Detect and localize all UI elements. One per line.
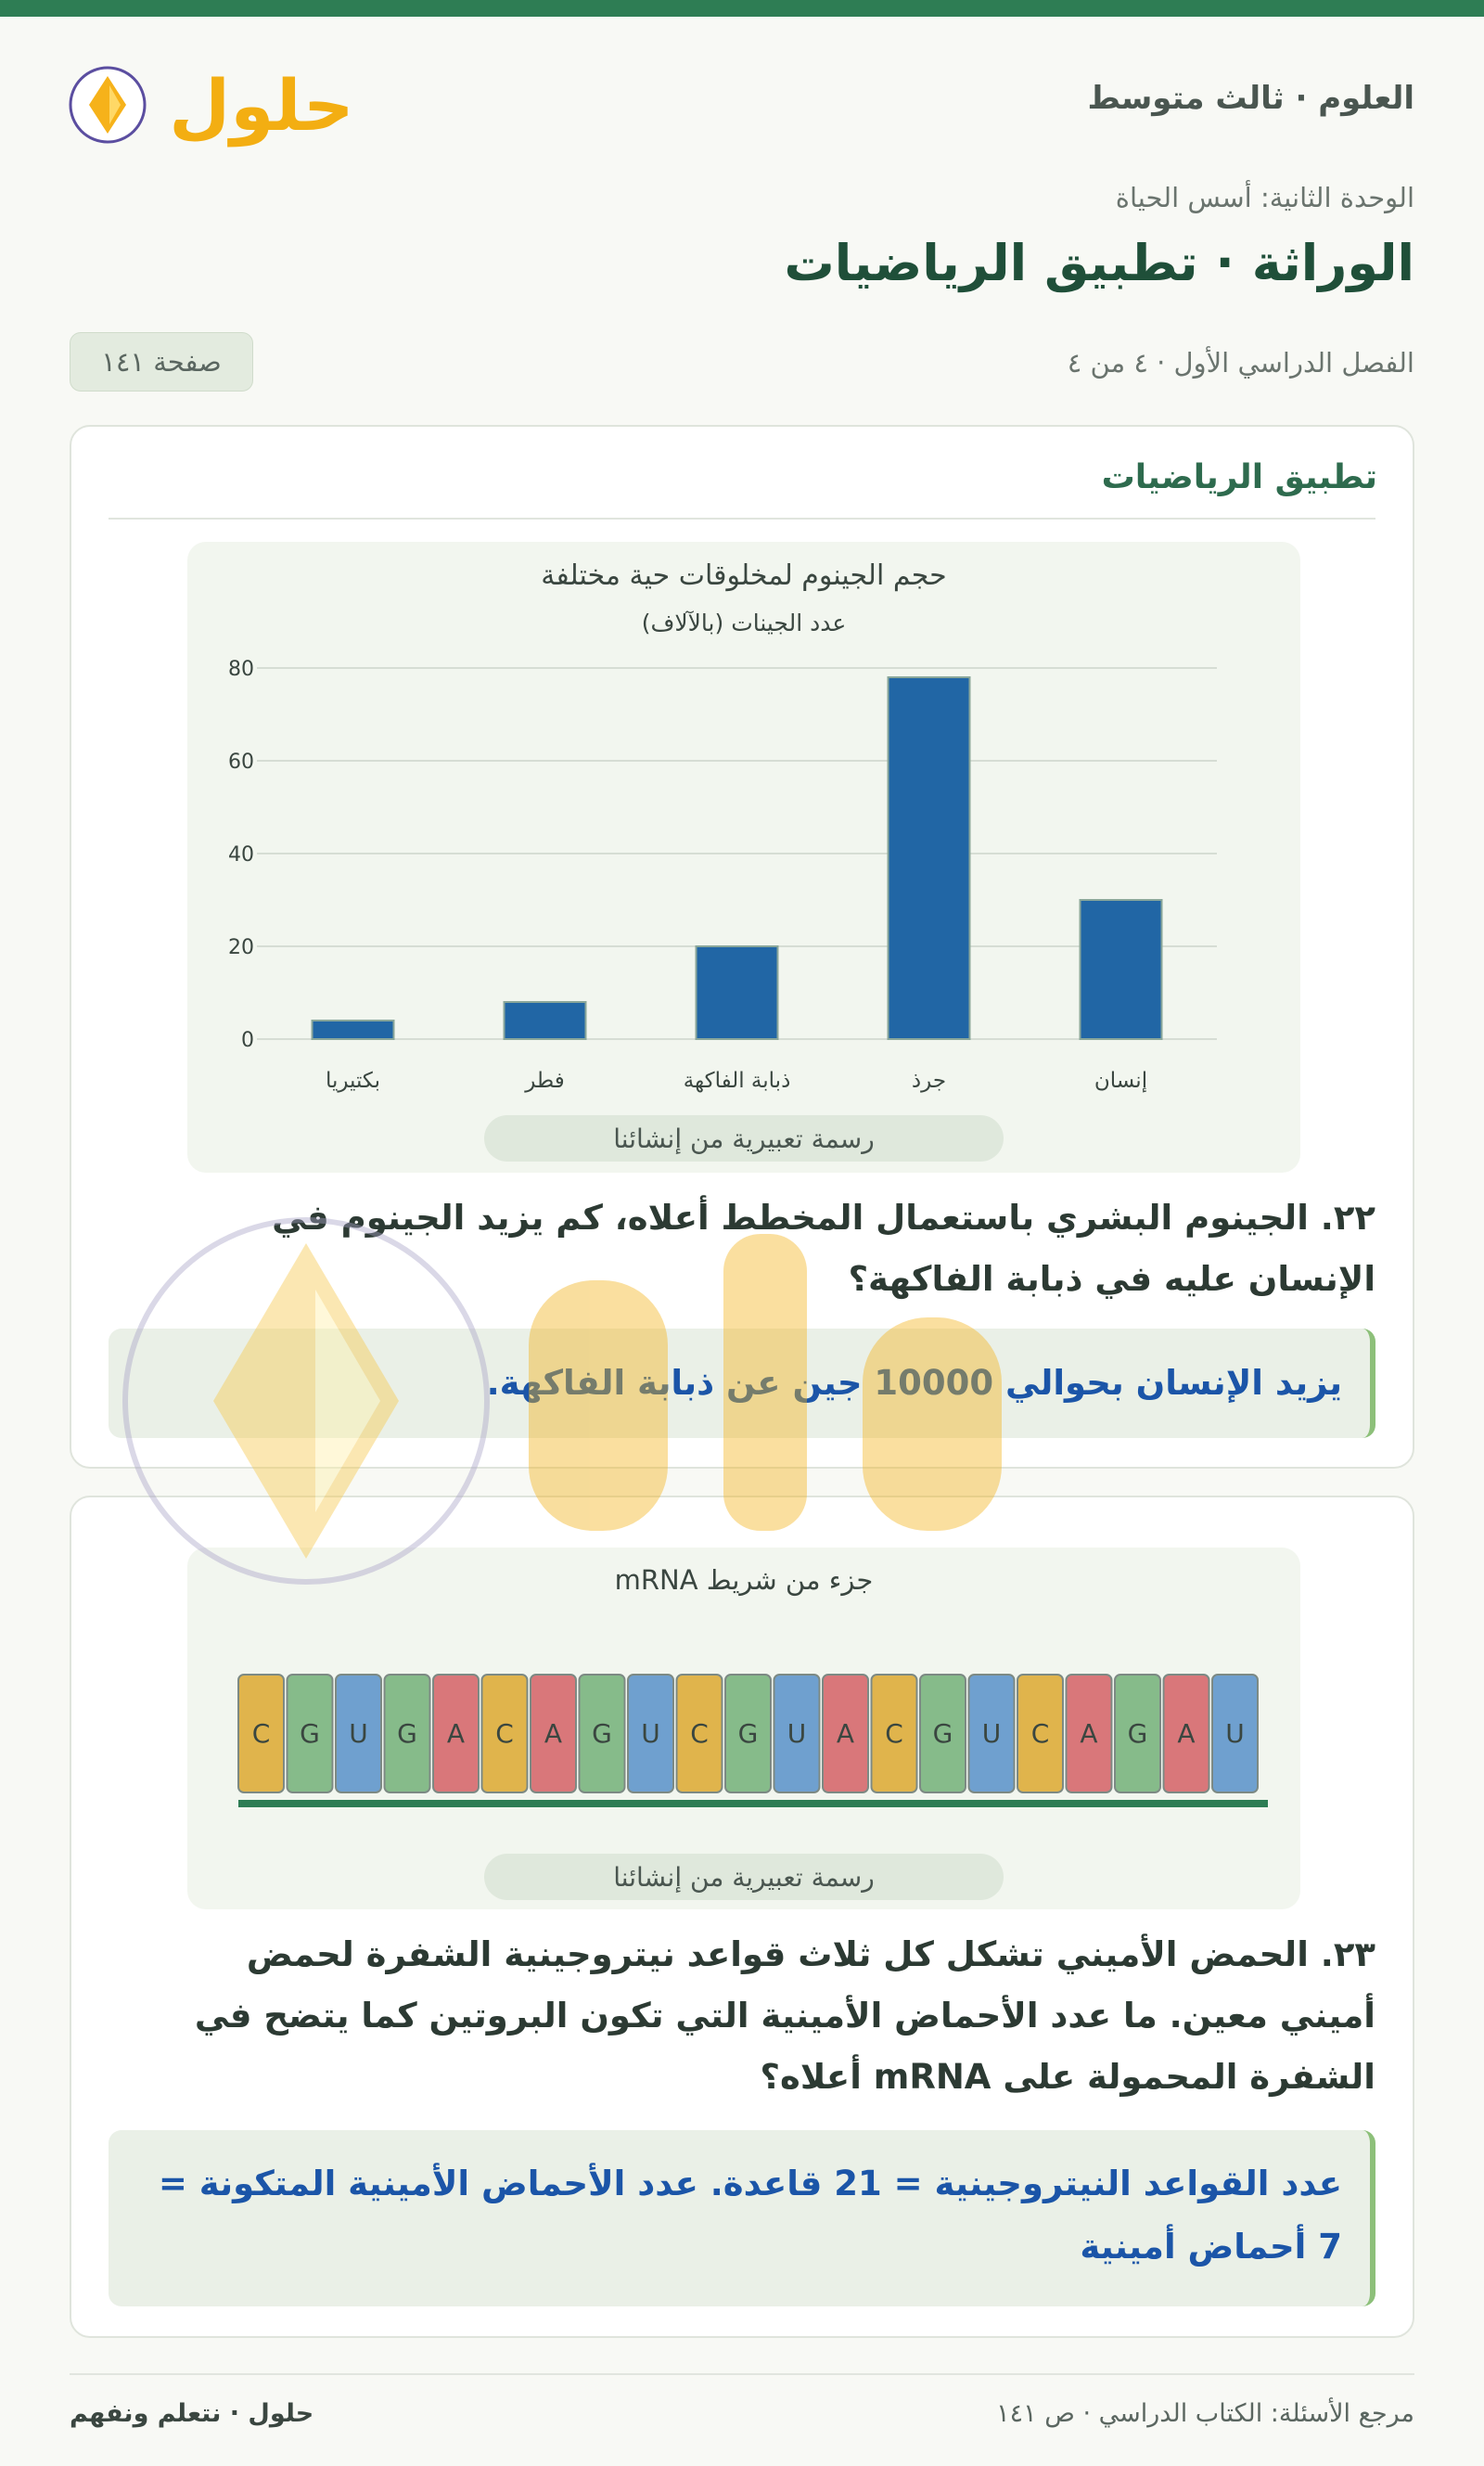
mrna-base-letter: C [1030, 1718, 1050, 1749]
mrna-base-letter: U [641, 1718, 660, 1749]
footer-reference: مرجع الأسئلة: الكتاب الدراسي · ص ١٤١ [996, 2399, 1414, 2428]
chart-bar [889, 677, 970, 1039]
genome-bar-chart [187, 542, 1300, 1173]
mrna-base-letter: G [300, 1718, 320, 1749]
chart-bar [1081, 900, 1162, 1039]
question-22-text: ٢٢. الجينوم البشري باستعمال المخطط أعلاه، كم يزيد الجينوم في الإنسان عليه في ذبابة الفاكهة؟ [272, 1198, 1375, 1299]
mrna-backbone [238, 1800, 1268, 1807]
mrna-base-letter: G [397, 1718, 417, 1749]
mrna-base-letter: C [495, 1718, 514, 1749]
chart-title: حجم الجينوم لمخلوقات حية مختلفة [541, 559, 947, 592]
chart-y-tick-label: 40 [228, 843, 254, 867]
chart-y-axis-label: عدد الجينات (بالآلاف) [641, 610, 847, 636]
mrna-base-letter: U [1225, 1718, 1245, 1749]
chart-bar [505, 1002, 586, 1039]
question-23-text: ٢٣. الحمض الأميني تشكل كل ثلاث قواعد نيتروجينية الشفرة لحمض أميني معين. ما عدد الأحماض الأمينية التي تكون البروتين كما يتضح في الشفرة المحمولة على mRNA أعلاه؟ [194, 1934, 1375, 2097]
logo-mark [67, 54, 354, 156]
mrna-figure [187, 1548, 1300, 1909]
brand-logo[interactable] [67, 54, 354, 156]
chart-y-tick-label: 80 [228, 658, 254, 681]
chart-x-tick-label: ذبابة الفاكهة [683, 1069, 791, 1093]
chart-x-tick-label: بكتيريا [325, 1069, 381, 1093]
genome-chart-figure [187, 542, 1300, 1173]
chart-x-tick-label: إنسان [1094, 1069, 1148, 1093]
figure-caption: رسمة تعبيرية من إنشائنا [484, 1854, 1004, 1900]
footer-tagline: حلول · نتعلم ونفهم [70, 2399, 314, 2428]
unit-label: الوحدة الثانية: أسس الحياة [1115, 182, 1414, 213]
answer-22: يزيد الإنسان بحوالي 10000 جين عن ذبابة الفاكهة. [109, 1329, 1375, 1438]
page-title: الوراثة · تطبيق الرياضيات [784, 234, 1414, 292]
question-card-22 [70, 425, 1414, 1469]
mrna-base-letter: U [981, 1718, 1002, 1749]
mrna-base-letter: G [1127, 1718, 1148, 1749]
top-accent-bar [0, 0, 1484, 17]
mrna-base-letter: A [446, 1718, 466, 1749]
mrna-base-letter: G [932, 1718, 953, 1749]
mrna-base-letter: U [349, 1718, 368, 1749]
mrna-base-letter: U [787, 1718, 807, 1749]
chart-y-tick-label: 60 [228, 751, 254, 774]
mrna-base-letter: G [592, 1718, 612, 1749]
section-heading: تطبيق الرياضيات [1101, 458, 1377, 496]
mrna-base-letter: A [836, 1718, 855, 1749]
footer-divider [70, 2373, 1414, 2375]
mrna-figure-title: جزء من شريط mRNA [614, 1564, 874, 1596]
mrna-base-letter: A [1177, 1718, 1196, 1749]
chart-x-tick-label: فطر [525, 1069, 565, 1093]
mrna-base-letter: C [251, 1718, 271, 1749]
mrna-base-letter: G [737, 1718, 759, 1749]
chart-y-tick-label: 0 [241, 1029, 254, 1052]
subject-grade: العلوم · ثالث متوسط [1087, 80, 1414, 117]
chart-y-tick-label: 20 [228, 936, 254, 959]
mrna-base-letter: A [1080, 1718, 1098, 1749]
figure-caption: رسمة تعبيرية من إنشائنا [484, 1115, 1004, 1162]
section-divider [109, 518, 1375, 520]
mrna-base-letter: A [544, 1718, 563, 1749]
question-card-23 [70, 1496, 1414, 2338]
chart-bar [697, 946, 778, 1039]
chart-bar [313, 1021, 394, 1039]
answer-23: عدد القواعد النيتروجينية = 21 قاعدة. عدد الأحماض الأمينية المتكونة = 7 أحماض أمينية [109, 2130, 1375, 2306]
mrna-base-letter: C [885, 1718, 903, 1749]
mrna-strand [187, 1650, 1300, 1835]
page-number-badge: صفحة ١٤١ [70, 332, 253, 392]
logo-text: حلول [169, 64, 354, 147]
semester-label: الفصل الدراسي الأول · ٤ من ٤ [1067, 347, 1414, 379]
mrna-base-letter: C [690, 1718, 709, 1749]
chart-x-tick-label: جرذ [911, 1069, 947, 1093]
